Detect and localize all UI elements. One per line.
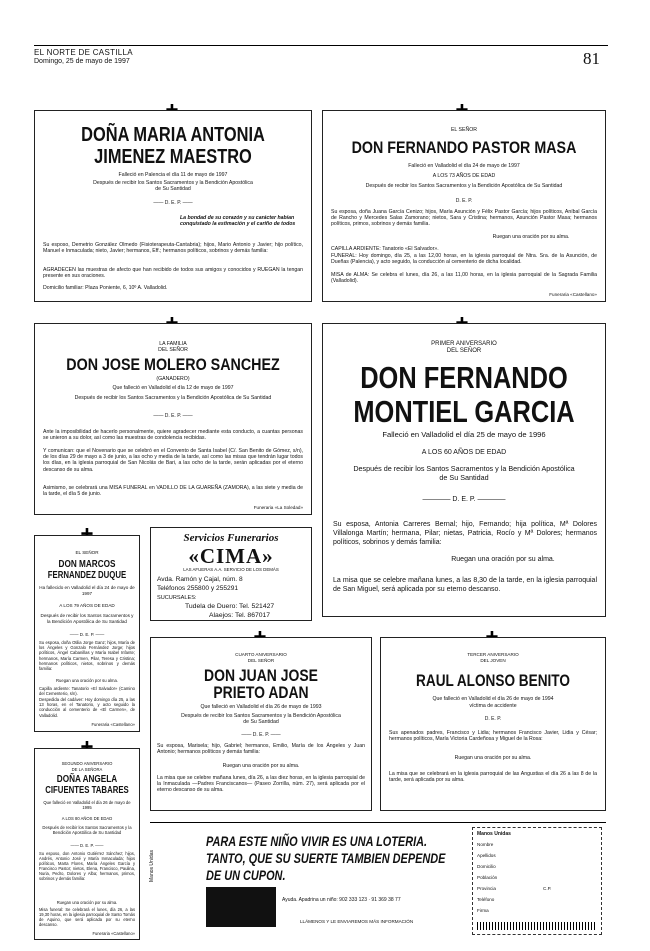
prayer-request: Ruegan una oración por su alma. xyxy=(56,678,118,683)
funeral: FUNERAL: Hoy domingo, día 25, a las 12,00 horas, en la iglesia parroquial de Ntra. Sra. de la Asunción, de Dueñas (Palencia), y acto seguido, la conducción al cementerio de dicha localidad. xyxy=(331,253,597,266)
prayer-request: Ruegan una oración por su alma. xyxy=(222,763,300,769)
obituary-pastor xyxy=(322,110,606,302)
rip: —— D. E. P. —— xyxy=(69,632,105,637)
title-pre: CUARTO ANIVERSARIO xyxy=(235,652,287,657)
coupon-field-label: Nombre xyxy=(477,842,494,847)
death-info: Que falleció en Valladolid el día 26 de mayo de 1994 xyxy=(432,696,554,702)
sacraments: Después de recibir los Santos Sacramentos y la Bendición Apostólica de Su Santidad xyxy=(365,183,563,189)
rip: —— D. E. P. —— xyxy=(241,732,281,738)
ad-branch-1: Tudela de Duero: Tel. 521427 xyxy=(185,603,275,610)
ad-branches-title: SUCURSALES: xyxy=(157,595,197,601)
title-pre: EL SEÑOR xyxy=(75,550,99,555)
obituary-jimenez xyxy=(34,110,312,302)
age: A LOS 79 AÑOS DE EDAD xyxy=(59,603,115,608)
funeral-home: Funeraria «Castellano» xyxy=(92,931,135,936)
ad-footer-text: Ayuda. Apadrina un niño: 902 333 123 · 91 369 38 77 xyxy=(282,897,401,903)
family: Su esposa, Antonia Carreres Bernal; hijo, Fernando; hija política, Mª Dolores Villalonga Martín; hermana, Pilar; nietas, Patricia, Rocío y Mª Dolores; hermanos políticos, sobrinos y demás familia: xyxy=(333,521,597,546)
victim-note: víctima de accidente xyxy=(469,703,517,709)
age: A LOS 73 AÑOS DE EDAD xyxy=(432,173,496,179)
title-pre: LA FAMILIA xyxy=(159,341,187,347)
funeral-services-ad xyxy=(150,527,312,621)
paragraph-1: Ante la imposibilidad de hacerlo personalmente, quiere agradecer mediante esta conducto, a cuantas personas se unieron a su dolor, así como las muestras de condolencia recibidas. xyxy=(43,429,303,442)
coupon-field-label: Teléfono xyxy=(477,897,495,902)
deceased-name-2: JIMENEZ MAESTRO xyxy=(94,146,252,168)
mass: La misa que se celebrará en la iglesia parroquial de las Angustias el día 26 a las 8 de la tarde, será aplicada por su alma. xyxy=(389,771,597,784)
obituary-fernandez xyxy=(34,535,140,732)
capilla: CAPILLA ARDIENTE: Tanatorio «El Salvador». xyxy=(331,246,439,252)
sacraments: Después de recibir los Santos Sacramentos y la Bendición Apostólica de Su Santidad xyxy=(93,180,253,193)
death-info: Falleció en Palencia el día 11 de mayo de 1997 xyxy=(118,172,228,178)
family: Su esposo, Demetrio González Olmedo (Fisioterapeuta-Cantabria); hijos, Mario Antonio y Javier; hijo político, Manuel e Inmaculada; nieto, Javier; hermanos, Eff.; hermanos políticos, sobrinos y demás familia: xyxy=(43,242,303,255)
obituary-prieto xyxy=(150,637,372,811)
sacraments: Después de recibir los Santos Sacramentos y la Bendición Apostólica de Su Santidad xyxy=(40,613,134,624)
death-info: Que falleció en Valladolid el día 12 de mayo de 1997 xyxy=(112,385,234,391)
ad-brand: «CIMA» xyxy=(188,544,274,568)
ad-logo-block xyxy=(206,887,276,927)
coupon-field-label: Población xyxy=(477,875,498,880)
death-info: Que falleció en Valladolid el día 26 de mayo de 1995 xyxy=(43,800,131,811)
prayer-request: Ruegan una oración por su alma. xyxy=(454,755,532,761)
mass: La misa que se celebre mañana lunes, a las 8,30 de la tarde, en la iglesia parroquial de San Miguel, será aplicada por su eterno descanso. xyxy=(333,577,597,593)
family: Su esposa, Marisela; hijo, Gabriel; hermanos, Emilio, María de los Ángeles y Juan Antonio; hermanos políticos y demás familia: xyxy=(157,743,365,756)
sacraments: Después de recibir los Santos Sacramentos y la Bendición Apostólica de Su Santidad xyxy=(353,464,575,482)
ad-headline-1: PARA ESTE NIÑO VIVIR ES UNA LOTERIA. xyxy=(206,833,428,849)
ad-side-label: Manos Unidas xyxy=(148,850,155,882)
family: Su esposa, doña Juana García Cenizo; hijos, María Asunción y Félix Pastor García; hijos políticos, Aníbal García de Rancho y Mercedes Salas Zamorano; nietos, Sara y Cristina; hermanos, Asunción Pastor Masa; hermanos políticos, primos, sobrinos y demás familia. xyxy=(331,209,597,228)
mass: La misa que se celebre mañana lunes, día 26, a las diez horas, en la iglesia parroquial de la Inmaculada —Padres Franciscanos— (Paseo Zorrilla, núm. 27), será aplicada por el eterno descanso de su alma. xyxy=(157,775,365,794)
deceased-name: DOÑA MARIA ANTONIA xyxy=(81,124,265,146)
title-pre: TERCER ANIVERSARIO xyxy=(467,652,519,657)
newspaper-name: EL NORTE DE CASTILLA xyxy=(34,48,133,57)
obituary-molero xyxy=(34,323,312,515)
deceased-name: DON FERNANDO PASTOR MASA xyxy=(351,138,577,157)
deceased-name-2: PRIETO ADAN xyxy=(213,683,309,702)
deceased-name: RAUL ALONSO BENITO xyxy=(416,671,570,690)
title-pre-2: DE LA SEÑORA xyxy=(71,767,103,772)
obituary-alonso xyxy=(380,637,606,811)
occupation: (GANADERO) xyxy=(156,376,190,382)
funeral-home: Funeraria «Castellano» xyxy=(549,292,597,297)
family: Su esposa, doña Otilia Jorge Ganz; hijos, María de los Ángeles y Gonzalo Fernández Jorge; hijos políticos, Ángel Cabanillas y María Isabel Infante; hermanos, María Carmen, Pilar, Teresa y Cristina; hermanos políticos, nietos, sobrinos y demás familia: xyxy=(39,640,135,672)
ad-title: Servicios Funerarios xyxy=(183,532,279,544)
coupon-field-label: Apellidos xyxy=(477,853,496,858)
coupon-field-label: Firma xyxy=(477,908,489,913)
title-pre-2: DEL SEÑOR xyxy=(247,658,275,663)
death-info: Ha fallecido en Valladolid el día 24 de mayo de 1997 xyxy=(39,585,135,596)
title-pre: PRIMER ANIVERSARIO xyxy=(431,341,497,347)
title-pre-2: DEL SEÑOR xyxy=(446,348,482,354)
mass: Misa funeral: Se celebrará el lunes, día 26, a las 19,30 horas, en la iglesia parroquial de Santo Tomás de Aquino, que será aplicada por su eterno descanso. xyxy=(39,907,135,927)
ad-headline-2: TANTO, QUE SU SUERTE TAMBIEN DEPENDE xyxy=(206,850,446,866)
age: A LOS 60 AÑOS DE EDAD xyxy=(421,449,507,456)
rip: ———— D. E. P. ———— xyxy=(422,496,506,503)
rip: —— D. E. P. —— xyxy=(70,843,104,848)
family: Su esposo, don Antonio Gutiérrez Sánchez; hijos, Andrés, Antonio José y María Inmaculada; hijos políticos, Marta Flores, María Ángeles García y Francisco Pastor; nietos, Elena, Francisco, Paulina, Nuria, Pedro, Dolores y Alba; hermanos, primos, sobrinos y demás familia: xyxy=(39,851,135,881)
family: Sus apenados padres, Francisco y Lidia; hermanos Francisco Javier, Lidia y César; hermanos políticos, María Victoria Cardeñosa y Miguel de la Rosa: xyxy=(389,730,597,743)
coupon-title: Manos Unidas xyxy=(477,831,511,837)
quote: La bondad de su corazón y su carácter habían conquistado la estimación y el cariño de todos xyxy=(180,215,296,228)
sacraments: Después de recibir los Santos Sacramentos y la Bendición Apostólica de Su Santidad xyxy=(74,395,272,401)
prayer-request: Ruegan una oración por su alma. xyxy=(492,234,570,240)
deceased-name: DON JOSE MOLERO SANCHEZ xyxy=(66,355,280,374)
coupon-field-label: Domicilio xyxy=(477,864,496,869)
rip: —— D. E. P. —— xyxy=(153,200,193,206)
issue-date: Domingo, 25 de mayo de 1997 xyxy=(34,58,130,65)
address: Domicilio familiar: Plaza Poniente, 6, 10º A. Valladolid. xyxy=(43,285,168,291)
title-pre-2: DEL JOVEN xyxy=(480,658,506,663)
deceased-name: DON FERNANDO xyxy=(360,360,568,395)
coupon[interactable] xyxy=(472,827,602,935)
deceased-name-2: MONTIEL GARCIA xyxy=(353,394,575,429)
paragraph-2: Y comunican: que el Novenario que se celebró en el Convento de Santa Isabel (C/. San Benito de Gómez, s/n), de los días 29 de mayo a 3 de junio, a las ocho y media de la tarde, así como las misas que tendrán lugar todos los días, en la iglesia parroquial de San Nicolás de Bari, a las ocho de la tarde, serán aplicadas por el eterno descanso de su alma. xyxy=(43,448,303,473)
ad-branch-2: Alaejos: Tel. 867017 xyxy=(209,612,271,619)
sacraments: Después de recibir los Santos Sacramentos y la Bendición Apostólica de Su Santidad xyxy=(42,825,132,836)
paragraph-3: Asimismo, se celebrará una MISA FUNERAL en VADILLO DE LA GUAREÑA (ZAMORA), a las siete y media de la tarde, el día 5 de junio. xyxy=(43,485,303,498)
rip: D. E. P. xyxy=(455,198,473,204)
coupon-field-label: Provincia xyxy=(477,886,496,891)
coupon-barcode xyxy=(477,922,597,930)
deceased-name: DOÑA ANGELA xyxy=(56,774,118,785)
deceased-name-2: CIFUENTES TABARES xyxy=(45,785,129,796)
funeral-home: Funeraria «La Soledad» xyxy=(253,505,303,510)
deceased-name-2: FERNANDEZ DUQUE xyxy=(47,570,127,581)
ad-slogan: LAS AFUERAS A.A. SERVICIO DE LOS DEMÁS xyxy=(183,567,279,572)
rip: —— D. E. P. —— xyxy=(153,413,193,419)
header-rule xyxy=(34,45,608,46)
funeral-home: Funeraria «Castellano» xyxy=(91,722,135,727)
deceased-name: DON MARCOS xyxy=(58,559,116,570)
age: A LOS 80 AÑOS DE EDAD xyxy=(61,816,113,821)
death-info: Que falleció en Valladolid el día 26 de mayo de 1993 xyxy=(200,704,322,710)
ad-phones: Teléfonos 255800 y 255291 xyxy=(157,585,239,592)
prayer-request: Ruegan una oración por su alma. xyxy=(56,900,118,905)
capilla: Capilla ardiente: Tanatorio «El Salvador» (Camino del Cementerio, s/n). xyxy=(39,686,135,697)
obituary-cifuentes xyxy=(34,748,140,940)
coupon-field-label: C.P. xyxy=(543,886,552,891)
title-pre: EL SEÑOR xyxy=(450,127,478,133)
death-info: Falleció en Valladolid el día 24 de mayo de 1997 xyxy=(408,163,520,169)
rip: D. E. P. xyxy=(484,716,502,722)
title-pre-2: DEL SEÑOR xyxy=(158,347,188,353)
deceased-name: DON JUAN JOSE xyxy=(204,666,318,685)
page-number: 81 xyxy=(583,49,600,68)
obituary-montiel xyxy=(322,323,606,617)
ad-address: Avda. Ramón y Cajal, núm. 8 xyxy=(157,576,243,583)
thanks: AGRADECEN las muestras de afecto que han recibido de todos sus amigos y conocidos y RUEGAN la tengan presente en sus oraciones. xyxy=(43,267,303,280)
death-info: Falleció en Valladolid el día 25 de mayo de 1996 xyxy=(382,430,546,439)
ad-footer-text-2: LLÁMENOS Y LE ENVIAREMOS MÁS INFORMACIÓN xyxy=(300,919,414,924)
ad-headline-3: DE UN CUPON. xyxy=(206,867,286,883)
sacraments: Después de recibir los Santos Sacramentos y la Bendición Apostólica de Su Santidad xyxy=(181,713,341,726)
charity-ad xyxy=(150,822,606,941)
mass: MISA de ALMA: Se celebra el lunes, día 26, a las 11,00 horas, en la iglesia parroquial de la Sagrada Familia (Valladolid). xyxy=(331,272,597,285)
title-pre: SEGUNDO ANIVERSARIO xyxy=(61,761,113,766)
prayer-request: Ruegan una oración por su alma. xyxy=(451,556,555,563)
funeral: Despedida del cadáver: Hoy domingo día 25, a las 13 horas, en el Tanatorio, y acto seguido la conducción al cementerio de «El Carmen», de Valladolid. xyxy=(39,697,135,718)
